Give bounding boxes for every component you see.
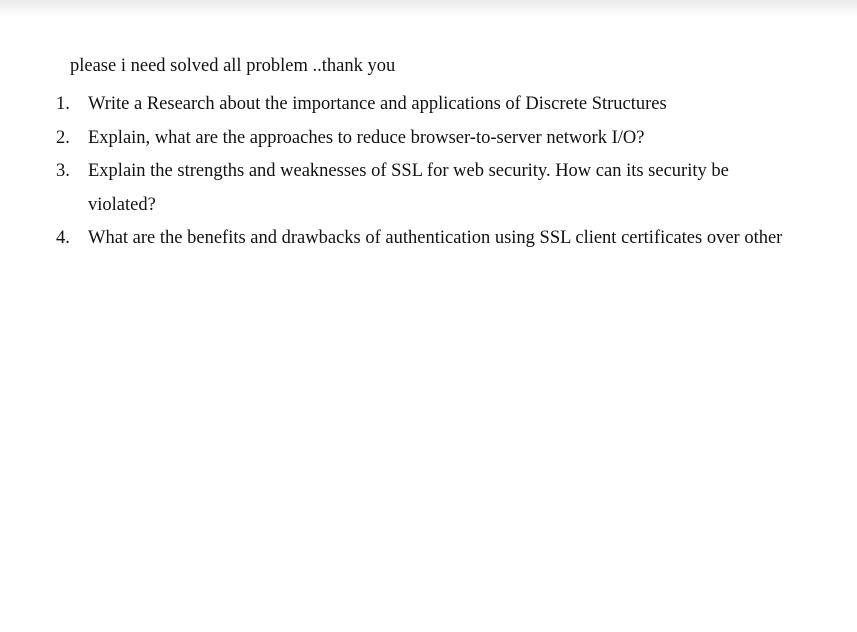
question-item-3 (0, 155, 857, 222)
question-list (0, 88, 857, 256)
question-number: 4. (56, 228, 70, 248)
question-text: What are the benefits and drawbacks of authentication using SSL client certificates over other (88, 228, 783, 248)
question-item-1 (0, 88, 857, 122)
question-number: 1. (56, 94, 70, 114)
question-number: 3. (56, 161, 70, 181)
question-text: Write a Research about the importance and applications of Discrete Structures (88, 94, 667, 114)
question-text: Explain, what are the approaches to reduce browser-to-server network I/O? (88, 127, 645, 148)
question-number: 2. (56, 127, 70, 148)
question-item-4 (0, 222, 857, 256)
question-text: Explain the strengths and weaknesses of SSL for web security. How can its security be violated? (88, 161, 729, 215)
intro-text: please i need solved all problem ..thank you (70, 56, 396, 76)
question-item-2 (0, 122, 857, 156)
